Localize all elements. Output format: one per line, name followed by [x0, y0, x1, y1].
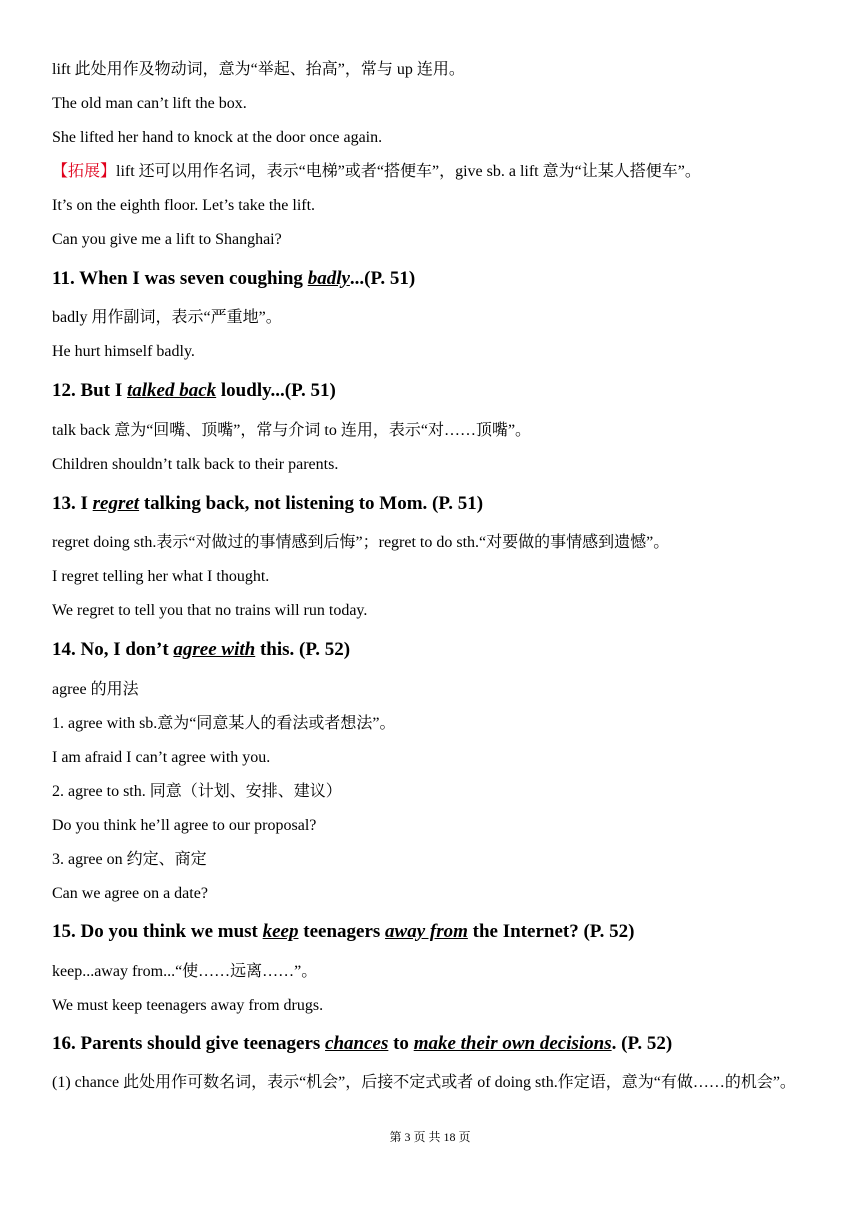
example-sentence: Can we agree on a date?	[52, 885, 208, 902]
example-sentence: I regret telling her what I thought.	[52, 568, 270, 585]
keyword: chances	[325, 1033, 389, 1054]
keyword: talked back	[126, 380, 217, 401]
heading-12	[52, 379, 336, 403]
keyword: regret	[92, 493, 140, 514]
heading-text: talking back, not listening to Mom. (P. 51)	[139, 493, 484, 514]
heading-11	[52, 267, 415, 291]
heading-text: 12. But I	[52, 380, 127, 401]
example-sentence: We must keep teenagers away from drugs.	[52, 997, 324, 1014]
keyword: agree with	[173, 639, 256, 660]
example-sentence: We regret to tell you that no trains will run today.	[52, 602, 368, 619]
example-sentence: Can you give me a lift to Shanghai?	[52, 231, 282, 248]
text-line: talk back 意为“回嘴、顶嘴”，常与介词 to 连用，表示“对……顶嘴”。	[52, 422, 532, 439]
text-line: keep...away from...“使……远离……”。	[52, 963, 318, 980]
heading-13	[52, 492, 483, 516]
text-paragraph: (1) chance 此处用作可数名词，表示“机会”，后接不定式或者 of doing sth.作定语，意为“有做……的机会”。	[52, 1074, 796, 1091]
example-sentence: The old man can’t lift the box.	[52, 95, 247, 112]
heading-16	[52, 1032, 672, 1056]
text-line: agree 的用法	[52, 681, 139, 698]
heading-text: teenagers	[298, 921, 386, 942]
text-line: lift 此处用作及物动词，意为“举起、抬高”，常与 up 连用。	[52, 61, 465, 78]
heading-text: . (P. 52)	[611, 1033, 673, 1054]
heading-text: 16. Parents should give teenagers	[52, 1033, 326, 1054]
heading-14	[52, 638, 350, 662]
keyword: keep	[262, 921, 299, 942]
example-sentence: I am afraid I can’t agree with you.	[52, 749, 271, 766]
heading-text: ...(P. 51)	[349, 268, 416, 289]
text-line: 2. agree to sth. 同意（计划、安排、建议）	[52, 783, 342, 800]
example-sentence: It’s on the eighth floor. Let’s take the lift.	[52, 197, 316, 214]
keyword: badly	[307, 268, 350, 289]
heading-text: loudly...(P. 51)	[216, 380, 336, 401]
heading-text: 13. I	[52, 493, 93, 514]
heading-text: to	[388, 1033, 414, 1054]
text-line: regret doing sth.表示“对做过的事情感到后悔”；regret to do sth.“对要做的事情感到遗憾”。	[52, 534, 670, 551]
heading-text: this. (P. 52)	[255, 639, 351, 660]
example-sentence: He hurt himself badly.	[52, 343, 195, 360]
heading-text: the Internet? (P. 52)	[467, 921, 635, 942]
example-sentence: Children shouldn’t talk back to their parents.	[52, 456, 339, 473]
heading-text: 11. When I was seven coughing	[52, 268, 308, 289]
text-line: 1. agree with sb.意为“同意某人的看法或者想法”。	[52, 715, 396, 732]
keyword: make their own decisions	[413, 1033, 612, 1054]
extension-tag: 【拓展】	[52, 163, 117, 180]
extension-text: lift 还可以用作名词，表示“电梯”或者“搭便车”，give sb. a lift 意为“让某人搭便车”。	[116, 163, 701, 180]
extension-note	[52, 162, 701, 182]
heading-text: 14. No, I don’t	[52, 639, 174, 660]
heading-15	[52, 920, 634, 944]
text-line: badly 用作副词，表示“严重地”。	[52, 309, 282, 326]
page-footer: 第 3 页 共 18 页	[389, 1130, 471, 1144]
keyword: away from	[385, 921, 468, 942]
example-sentence: Do you think he’ll agree to our proposal?	[52, 817, 317, 834]
heading-text: 15. Do you think we must	[52, 921, 263, 942]
text-line: 3. agree on 约定、商定	[52, 851, 207, 868]
example-sentence: She lifted her hand to knock at the door once again.	[52, 129, 383, 146]
